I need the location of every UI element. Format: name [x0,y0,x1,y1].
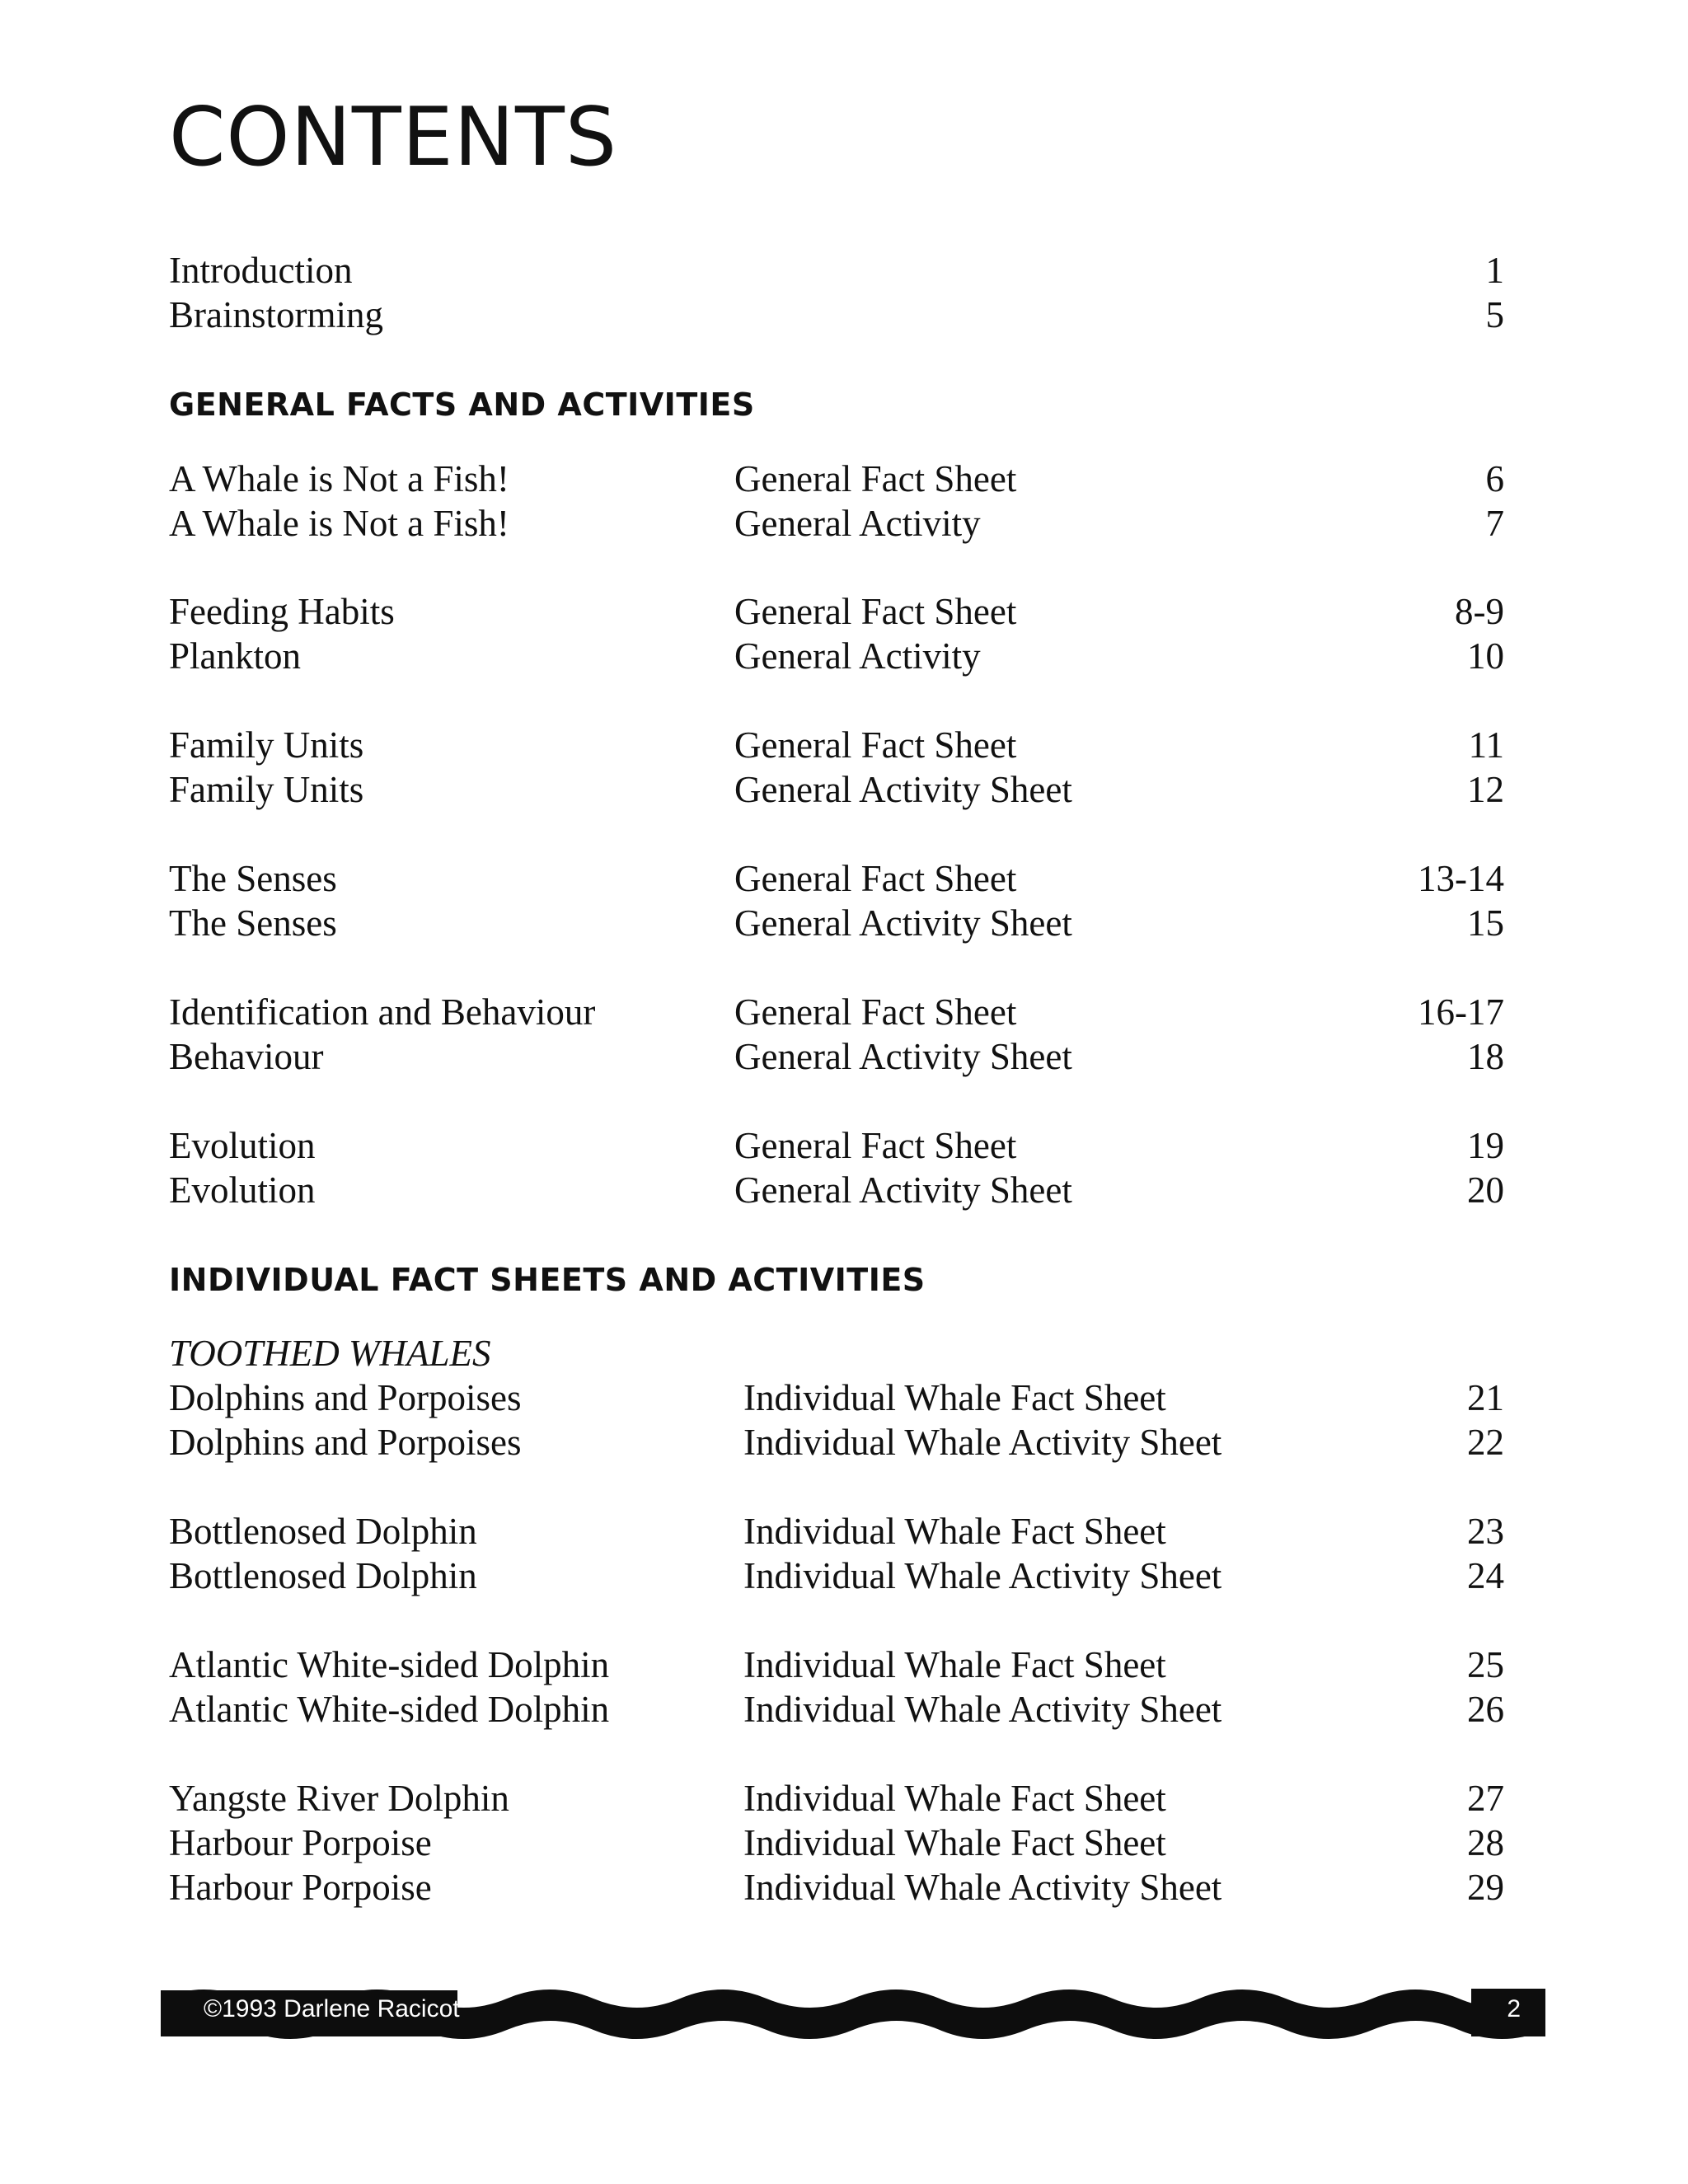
toc-entry [169,900,1504,946]
entry-page: 8-9 [1455,591,1504,632]
entry-page: 12 [1467,769,1504,810]
section-heading-general: GENERAL FACTS AND ACTIVITIES [169,387,755,423]
entry-page: 21 [1467,1377,1504,1418]
toc-entry [169,456,1504,502]
entry-title: Family Units [169,769,364,810]
entry-type: General Fact Sheet [734,724,1017,766]
entry-type: General Activity Sheet [734,1036,1072,1077]
entry-page: 6 [1485,458,1504,499]
entry-title: A Whale is Not a Fish! [169,503,509,544]
section-heading-individual: INDIVIDUAL FACT SHEETS AND ACTIVITIES [169,1262,926,1298]
entry-title: Harbour Porpoise [169,1822,432,1863]
toc-entry [169,1642,1504,1688]
entry-type: General Fact Sheet [734,991,1017,1033]
entry-title: Dolphins and Porpoises [169,1422,522,1463]
entry-page: 18 [1467,1036,1504,1077]
toc-entry [169,1419,1504,1465]
footer-banner [161,1966,1545,2056]
toc-entry [169,1820,1504,1866]
entry-title: Family Units [169,724,364,766]
toc-entry [169,1553,1504,1599]
entry-type: Individual Whale Fact Sheet [743,1644,1166,1685]
toc-entry [169,292,1504,338]
entry-page: 25 [1467,1644,1504,1685]
entry-page: 26 [1467,1689,1504,1730]
toc-entry [169,766,1504,813]
entry-page: 22 [1467,1422,1504,1463]
entry-title: Feeding Habits [169,591,395,632]
entry-page: 15 [1467,902,1504,944]
entry-page: 11 [1468,724,1504,766]
entry-page: 16-17 [1418,991,1504,1033]
entry-title: A Whale is Not a Fish! [169,458,509,499]
entry-type: General Activity Sheet [734,902,1072,944]
entry-type: General Fact Sheet [734,858,1017,899]
entry-page: 28 [1467,1822,1504,1863]
page-number: 2 [1507,1995,1521,2022]
entry-type: General Fact Sheet [734,591,1017,632]
entry-type: General Fact Sheet [734,458,1017,499]
entry-type: General Fact Sheet [734,1125,1017,1166]
entry-page: 13-14 [1418,858,1504,899]
entry-type: General Activity Sheet [734,769,1072,810]
entry-title: Identification and Behaviour [169,991,596,1033]
toc-entry [169,1375,1504,1421]
toc-entry [169,633,1504,679]
entry-type: Individual Whale Activity Sheet [743,1867,1222,1908]
entry-title: Dolphins and Porpoises [169,1377,522,1418]
toc-entry [169,722,1504,768]
entry-title: Evolution [169,1169,316,1211]
toc-entry [169,500,1504,546]
toc-entry [169,1686,1504,1732]
entry-title: Atlantic White-sided Dolphin [169,1644,610,1685]
entry-type: Individual Whale Fact Sheet [743,1822,1166,1863]
entry-page: 23 [1467,1511,1504,1552]
toc-entry [169,855,1504,902]
entry-type: General Activity [734,503,981,544]
entry-page: 29 [1467,1867,1504,1908]
entry-page: 7 [1485,503,1504,544]
toc-entry [169,1167,1504,1213]
toc-entry [169,1122,1504,1169]
entry-type: General Activity Sheet [734,1169,1072,1211]
toc-entry [169,1508,1504,1554]
toc-entry [169,1033,1504,1080]
entry-title: Brainstorming [169,294,383,335]
entry-type: Individual Whale Activity Sheet [743,1689,1222,1730]
entry-title: Atlantic White-sided Dolphin [169,1689,610,1730]
entry-title: Bottlenosed Dolphin [169,1555,477,1596]
entry-type: Individual Whale Fact Sheet [743,1778,1166,1819]
entry-type: General Activity [734,635,981,677]
entry-page: 20 [1467,1169,1504,1211]
entry-page: 24 [1467,1555,1504,1596]
entry-title: Introduction [169,250,353,291]
entry-title: Plankton [169,635,302,677]
entry-title: The Senses [169,902,337,944]
subsection-heading: TOOTHED WHALES [169,1333,491,1374]
entry-title: Evolution [169,1125,316,1166]
entry-page: 19 [1467,1125,1504,1166]
entry-page: 5 [1485,294,1504,335]
toc-entry [169,588,1504,635]
entry-type: Individual Whale Activity Sheet [743,1555,1222,1596]
entry-title: Bottlenosed Dolphin [169,1511,477,1552]
entry-type: Individual Whale Fact Sheet [743,1511,1166,1552]
toc-entry [169,1864,1504,1910]
entry-type: Individual Whale Fact Sheet [743,1377,1166,1418]
copyright-text: ©1993 Darlene Racicot [204,1995,460,2022]
entry-title: Behaviour [169,1036,324,1077]
toc-entry [169,247,1504,293]
entry-page: 10 [1467,635,1504,677]
toc-entry [169,989,1504,1035]
toc-entry [169,1775,1504,1821]
entry-title: The Senses [169,858,337,899]
entry-title: Harbour Porpoise [169,1867,432,1908]
entry-page: 1 [1485,250,1504,291]
page-title: CONTENTS [169,91,618,185]
entry-title: Yangste River Dolphin [169,1778,509,1819]
entry-type: Individual Whale Activity Sheet [743,1422,1222,1463]
entry-page: 27 [1467,1778,1504,1819]
